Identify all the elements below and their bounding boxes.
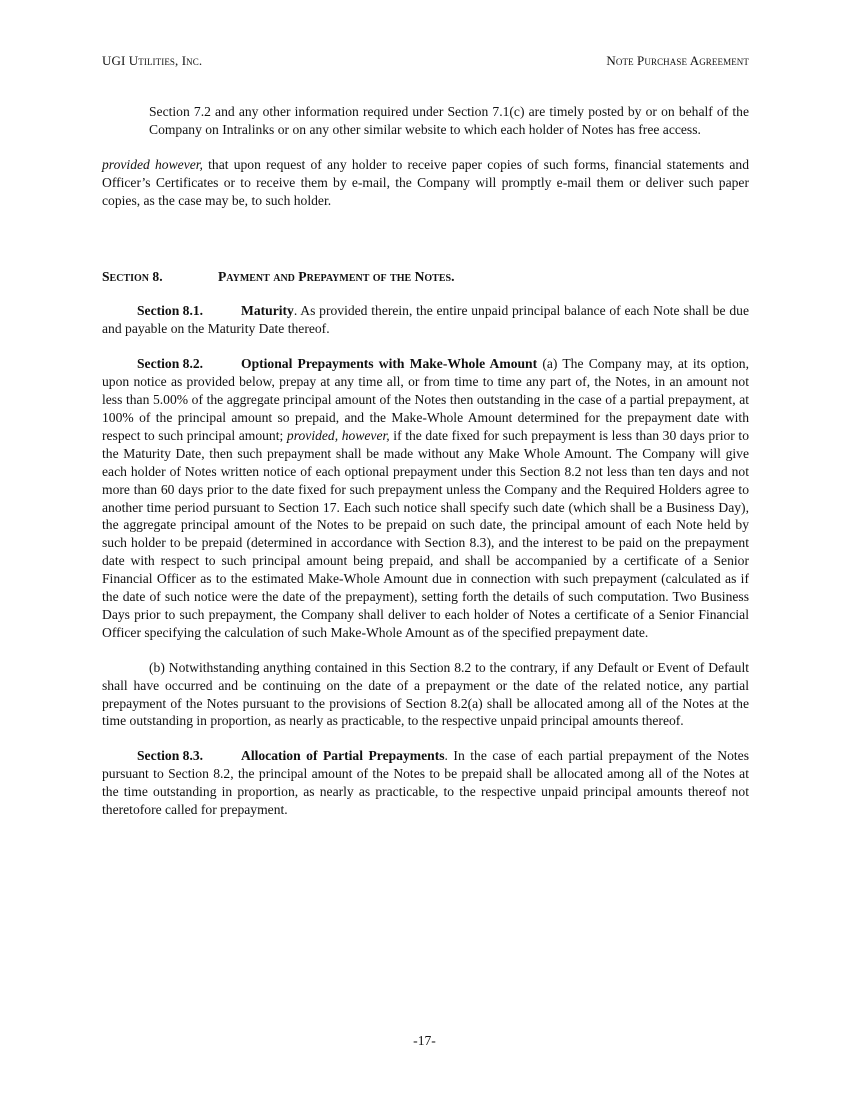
section-8-2-proviso-lead: provided, however, (286, 427, 390, 443)
section-8-3-paragraph (102, 747, 749, 819)
section-8-2-text-a2: if the date fixed for such prepayment is less than 30 days prior to the Maturity Date, then such prepayment shall be made without any Make Whole Amount. The Company will give each holder of Notes written notice of each optional prepayment under this Section 8.2 not less than ten days and not more than 60 days prior to the date fixed for such prepayment unless the Company and the Required Holders agree to another time period pursuant to Section 17. Each such notice shall specify such date (which shall be a Business Day), the aggregate principal amount of the Notes to be prepaid on such date, the principal amount of each Note held by such holder to be prepaid (determined in accordance with Section 8.3), and the interest to be paid on the prepayment date with respect to such principal amount being prepaid, and shall be accompanied by a certificate of a Senior Financial Officer as to the estimated Make-Whole Amount due in connection with such prepayment (calculated as if the date of such notice were the date of the prepayment), setting forth the details of such computation. Two Business Days prior to such prepayment, the Company shall deliver to each holder of Notes a certificate of a Senior Financial Officer specifying the calculation of such Make-Whole Amount as of the specified prepayment date. (102, 427, 750, 640)
section-8-1-text: . As provided therein, the entire unpaid principal balance of each Note shall be due and payable on the Maturity Date thereof. (102, 303, 749, 337)
section-8-3-title: Allocation of Partial Prepayments (241, 748, 445, 764)
proviso-text: that upon request of any holder to receive paper copies of such forms, financial statements and Officer’s Certificates or to receive them by e-mail, the Company will promptly e-mail them or deliver such paper copies, as the case may be, to such holder. (102, 156, 749, 208)
section-8-title: Payment and Prepayment of the Notes. (218, 268, 455, 284)
running-header-company: UGI Utilities, Inc. (102, 53, 203, 68)
section-8-heading (102, 268, 749, 286)
section-8-2-title: Optional Prepayments with Make-Whole Amount (241, 356, 538, 372)
section-8-3-text: . In the case of each partial prepayment of the Notes pursuant to Section 8.2, the principal amount of the Notes to be prepaid shall be allocated among all of the Notes at the time outstanding in proportion, as nearly as practicable, to the respective unpaid principal amounts thereof not theretofore called for prepayment. (102, 748, 749, 818)
section-8-1-number: Section 8.1. (137, 303, 204, 319)
proviso-paragraph (102, 156, 749, 210)
section-8-2-text-a1: (a) The Company may, at its option, upon notice as provided below, prepay at any time all, or from time to time any part of, the Notes, in an amount not less than 5.00% of the aggregate principal amount of the Notes then outstanding in the case of a partial prepayment, at 100% of the principal amount so prepaid, and the Make-Whole Amount determined for the prepayment date with respect to such principal amount; (102, 356, 750, 443)
section-8-2-b-paragraph: (b) Notwithstanding anything contained in this Section 8.2 to the contrary, if any Default or Event of Default shall have occurred and be continuing on the date of a prepayment or the date of the related notice, any partial prepayment of the Notes pursuant to the provisions of Section 8.2(a) shall be allocated among all of the Notes at the time outstanding in proportion, as nearly as practicable, to the respective unpaid principal amounts thereof. (102, 659, 749, 729)
section-8-2-number: Section 8.2. (137, 356, 204, 372)
section-8-3-number: Section 8.3. (137, 748, 204, 764)
carryover-clause: Section 7.2 and any other information required under Section 7.1(c) are timely posted by or on behalf of the Company on Intralinks or on any other similar website to which each holder of Notes has free access. (149, 104, 749, 137)
proviso-lead: provided however, (102, 156, 203, 172)
section-8-number: Section 8. (102, 268, 163, 284)
page-body (102, 103, 749, 819)
section-8-2-paragraph (102, 355, 749, 642)
section-8-1-title: Maturity (241, 303, 294, 319)
running-header-document-title: Note Purchase Agreement (606, 53, 749, 68)
page-number: -17- (413, 1033, 436, 1048)
section-8-1-paragraph (102, 302, 749, 338)
